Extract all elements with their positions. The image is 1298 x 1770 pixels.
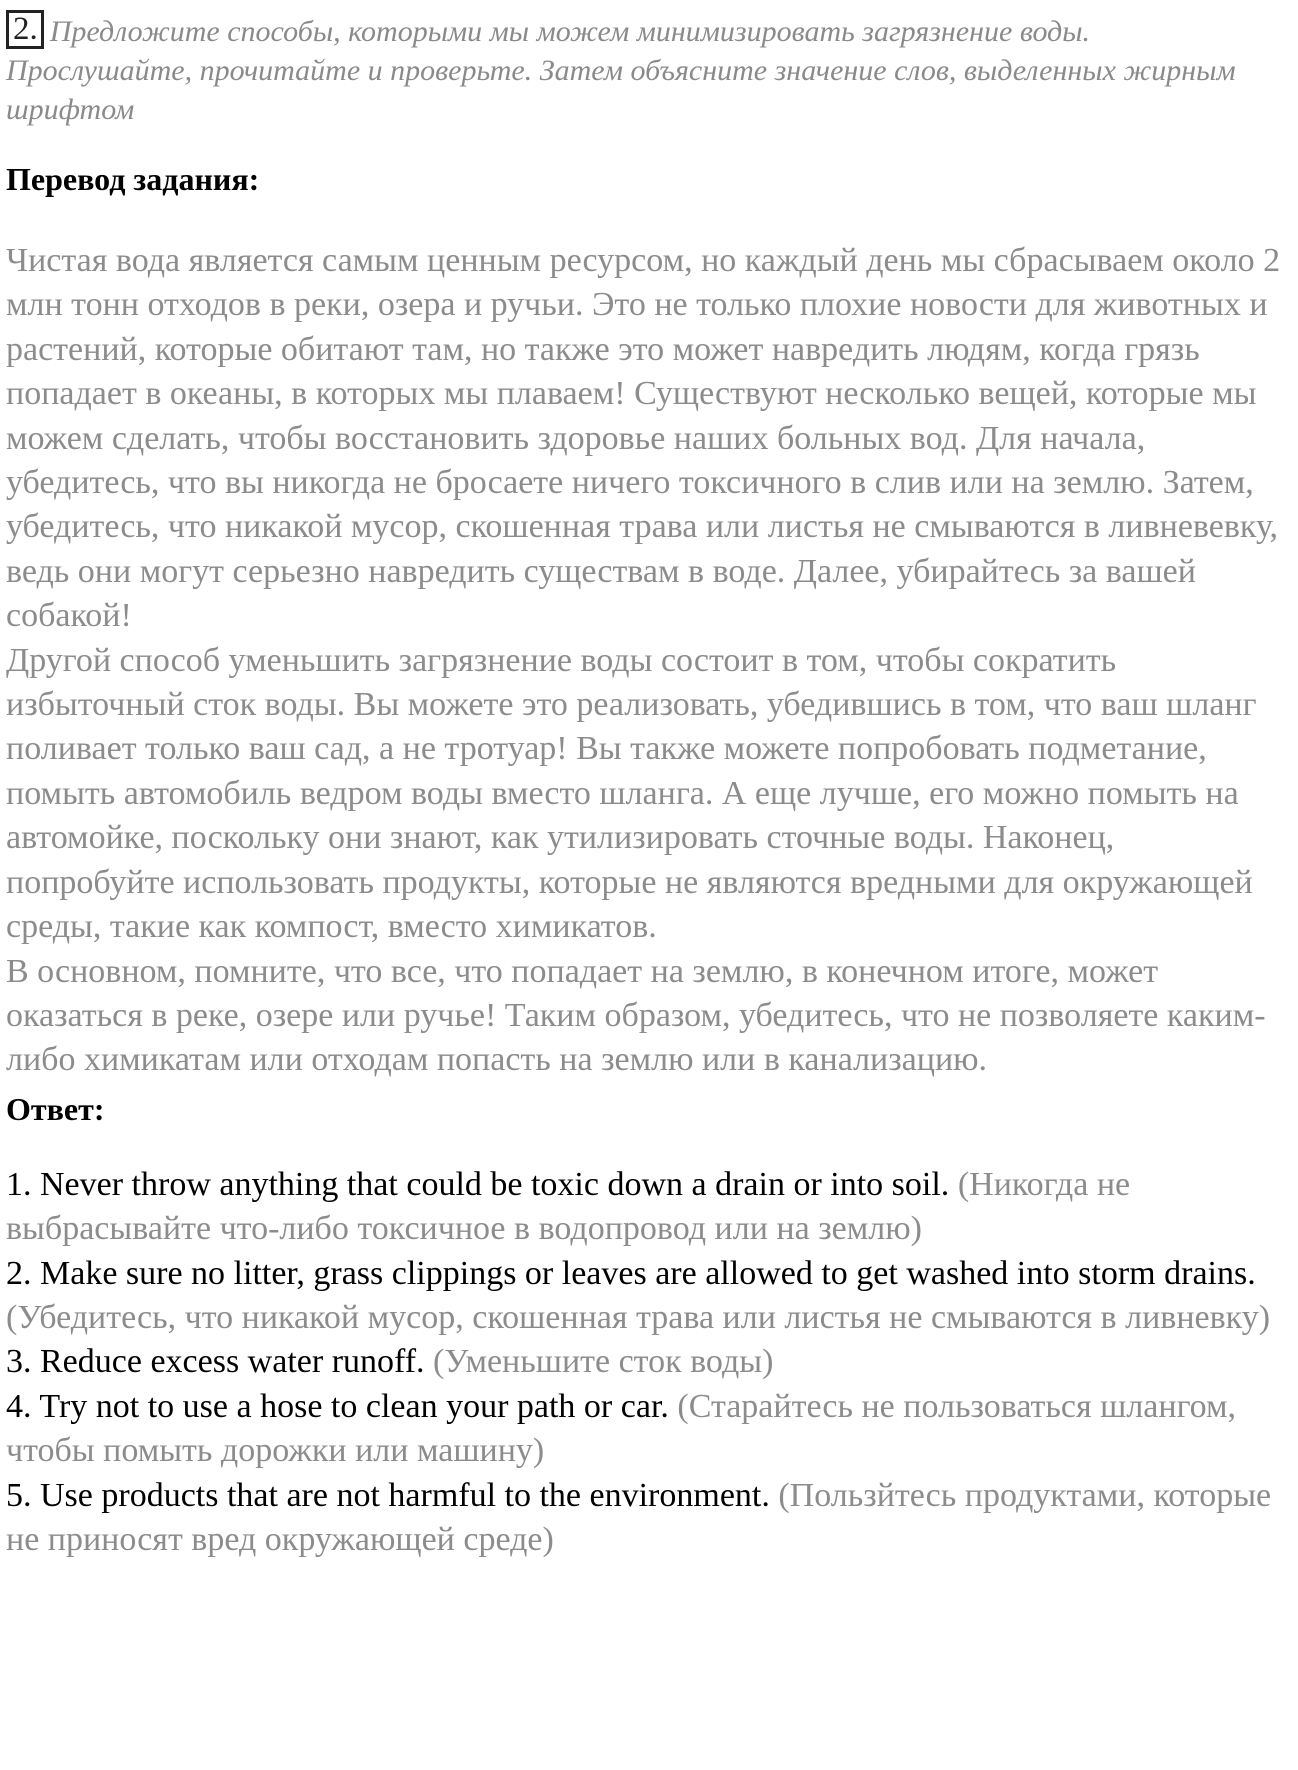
answer-list <box>6 1163 1286 1563</box>
answer-russian: (Пользйтесь продуктами, которые не приносят вред окружающей среде) <box>6 1476 1272 1558</box>
answer-english: 1. Never throw anything that could be toxic down a drain or into soil. <box>6 1165 950 1203</box>
answer-russian: (Старайтесь не пользоваться шлангом, чтобы помыть дорожки или машину) <box>6 1387 1237 1470</box>
answer-item <box>6 1163 1286 1252</box>
translation-paragraph: Чистая вода является самым ценным ресурсом, но каждый день мы сбрасываем около 2 млн тонн отходов в реки, озера и ручьи. Это не только плохие новости для животных и растений, которые обитают там, но также это может навредить людям, когда грязь попадает в океаны, в которых мы плаваем! Существуют несколько вещей, которые мы можем сделать, чтобы восстановить здоровье наших больных вод. Для начала, убедитесь, что вы никогда не бросаете ничего токсичного в слив или на землю. Затем, убедитесь, что никакой мусор, скошенная трава или листья не смываются в ливневевку, ведь они могут серьезно навредить существам в воде. Далее, убирайтесь за вашей собакой! <box>6 242 1281 635</box>
answer-english: 3. Reduce excess water runoff. <box>6 1343 425 1381</box>
answer-english: 2. Make sure no litter, grass clippings or leaves are allowed to get washed into storm drains. <box>6 1254 1256 1292</box>
translation-text <box>6 239 1286 1083</box>
answer-russian: (Никогда не выбрасывайте что-либо токсичное в водопровод или на землю) <box>6 1165 1131 1248</box>
task-text: Предложите способы, которыми мы можем минимизировать загрязнение воды. Прослушайте, прочитайте и проверьте. Затем объясните значение слов, выделенных жирным шрифтом <box>6 15 1236 126</box>
answer-item <box>6 1474 1286 1563</box>
translation-heading: Перевод задания: <box>6 161 260 197</box>
answer-russian: (Уменьшите сток воды) <box>433 1343 774 1381</box>
translation-paragraph: В основном, помните, что все, что попадает на землю, в конечном итоге, может оказаться в реке, озере или ручье! Таким образом, убедитесь, что не позволяете каким-либо химикатам или отходам попасть на землю или в канализацию. <box>6 952 1266 1079</box>
document-page <box>6 0 1286 1562</box>
answer-russian: (Убедитесь, что никакой мусор, скошенная трава или листья не смываются в ливневку) <box>6 1298 1271 1336</box>
answer-item <box>6 1385 1286 1474</box>
answer-item <box>6 1252 1286 1341</box>
answer-heading: Ответ: <box>6 1090 105 1127</box>
answer-english: 4. Try not to use a hose to clean your path or car. <box>6 1387 669 1425</box>
answer-english: 5. Use products that are not harmful to the environment. <box>6 1476 770 1514</box>
answer-item <box>6 1340 1286 1384</box>
translation-paragraph: Другой способ уменьшить загрязнение воды состоит в том, чтобы сократить избыточный сток воды. Вы можете это реализовать, убедившись в том, что ваш шланг поливает только ваш сад, а не тротуар! Вы также можете попробовать подметание, помыть автомобиль ведром воды вместо шланга. А еще лучше, его можно помыть на автомойке, поскольку они знают, как утилизировать сточные воды. Наконец, попробуйте использовать продукты, которые не являются вредными для окружающей среды, такие как компост, вместо химикатов. <box>6 641 1257 946</box>
task-number: 2. <box>6 10 44 49</box>
task-instruction <box>6 10 1286 129</box>
